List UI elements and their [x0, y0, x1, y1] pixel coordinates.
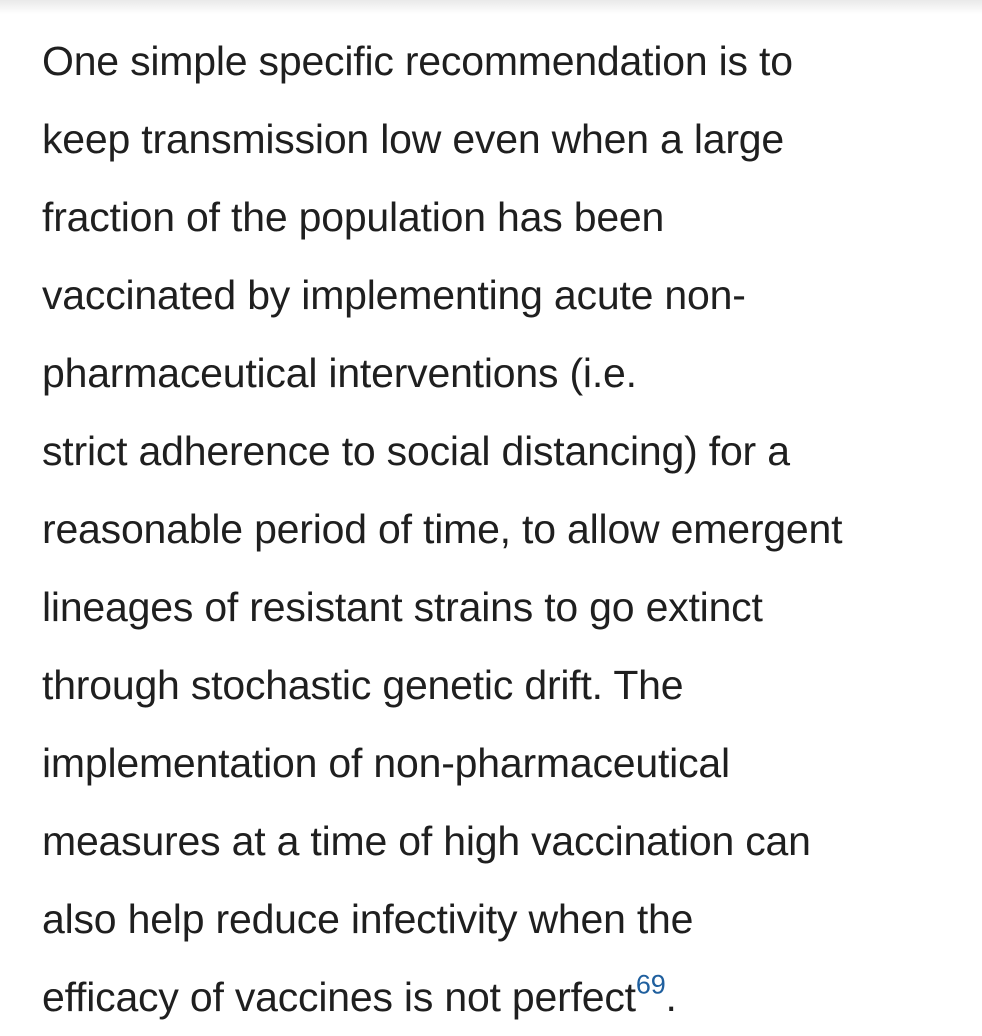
citation-link[interactable]: 69 [635, 969, 666, 1000]
paragraph-line: keep transmission low even when a large [42, 116, 784, 162]
article-paragraph [42, 22, 962, 1036]
paragraph-line: lineages of resistant strains to go extinct [42, 584, 763, 630]
top-shadow [0, 0, 982, 14]
paragraph-line: through stochastic genetic drift. The [42, 662, 684, 708]
paragraph-line: implementation of non-pharmaceutical [42, 740, 730, 786]
paragraph-line: strict adherence to social distancing) for a [42, 428, 790, 474]
paragraph-line: measures at a time of high vaccination can [42, 818, 811, 864]
paragraph-line: One simple specific recommendation is to [42, 38, 793, 84]
paragraph-line: fraction of the population has been [42, 194, 665, 240]
sentence-period: . [665, 974, 677, 1020]
paragraph-line: pharmaceutical interventions (i.e. [42, 350, 637, 396]
paragraph-line: reasonable period of time, to allow emergent [42, 506, 843, 552]
paragraph-line: vaccinated by implementing acute non- [42, 272, 746, 318]
paragraph-last-line [42, 958, 962, 1036]
paragraph-line: also help reduce infectivity when the [42, 896, 694, 942]
paragraph-line-text: efficacy of vaccines is not perfect [42, 974, 636, 1020]
